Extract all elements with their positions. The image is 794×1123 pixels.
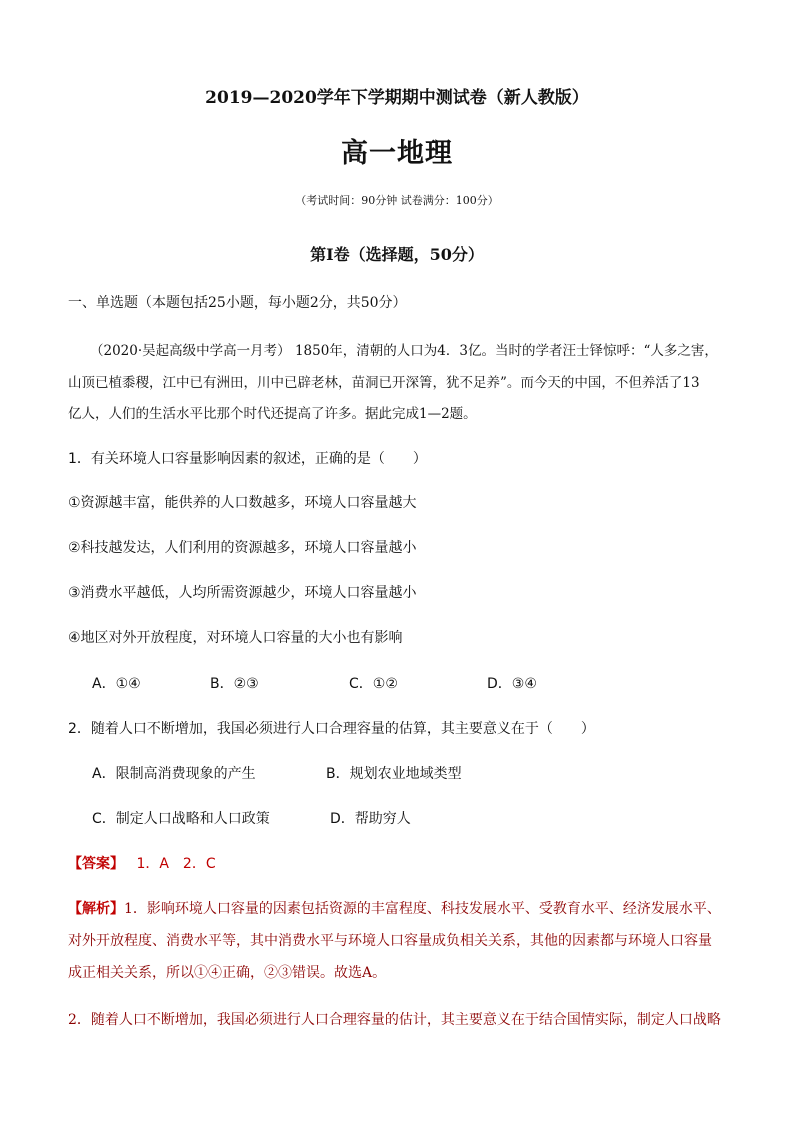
subject-title: 高一地理 (341, 138, 453, 169)
question-2-options-row-1 (0, 764, 794, 784)
exam-title: 2019—2020学年下学期期中测试卷（新人教版） (205, 88, 589, 108)
question-2-stem: 2．随着人口不断增加，我国必须进行人口合理容量的估算，其主要意义在于（ ） (68, 721, 595, 737)
question-1-stem: 1．有关环境人口容量影响因素的叙述，正确的是（ ） (68, 451, 427, 467)
answer-line (68, 854, 216, 874)
question-1-statement: ③消费水平越低，人均所需资源越少，环境人口容量越小 (68, 585, 417, 601)
analysis-text: 1．影响环境人口容量的因素包括资源的丰富程度、科技发展水平、受教育水平、经济发展水平、 (124, 901, 721, 917)
question-2-option-a: A．限制高消费现象的产生 (92, 766, 256, 782)
analysis-line (68, 899, 721, 919)
question-1-option-c: C．①② (349, 676, 398, 692)
exam-info: （考试时间：90分钟 试卷满分：100分） (295, 194, 499, 207)
question-1-statement: ①资源越丰富，能供养的人口数越多，环境人口容量越大 (68, 495, 417, 511)
question-2-option-b: B．规划农业地域类型 (326, 766, 462, 782)
question-1-option-b: B．②③ (210, 676, 259, 692)
question-2-option-c: C．制定人口战略和人口政策 (92, 811, 270, 827)
question-1-statement: ②科技越发达，人们利用的资源越多，环境人口容量越小 (68, 540, 417, 556)
question-2-option-d: D．帮助穷人 (330, 811, 411, 827)
question-1-option-a: A．①④ (92, 676, 141, 692)
analysis-line: 对外开放程度、消费水平等，其中消费水平与环境人口容量成负相关关系，其他的因素都与环境人口容量 (68, 933, 712, 949)
analysis-line: 成正相关关系，所以①④正确，②③错误。故选A。 (68, 965, 387, 981)
passage-line: 亿人，人们的生活水平比那个时代还提高了许多。据此完成1—2题。 (68, 406, 477, 422)
passage-line: 山顶已植黍稷，江中已有洲田，川中已辟老林，苗洞已开深箐，犹不足养”。而今天的中国，不但养活了13 (68, 375, 700, 391)
section-heading: 一、单选题（本题包括25小题，每小题2分，共50分） (68, 295, 407, 311)
part-title: 第Ⅰ卷（选择题，50分） (310, 245, 484, 264)
analysis-label: 【解析】 (68, 901, 124, 917)
passage-line: （2020·吴起高级中学高一月考） 1850年，清朝的人口为4．3亿。当时的学者汪士铎惊呼：“人多之害， (90, 343, 718, 359)
question-2-options-row-2 (0, 809, 794, 829)
answer-label: 【答案】 (68, 856, 124, 872)
analysis-line: 2．随着人口不断增加，我国必须进行人口合理容量的估计，其主要意义在于结合国情实际，制定人口战略 (68, 1012, 721, 1028)
question-1-options (0, 674, 794, 694)
answer-text: 1．A 2．C (136, 856, 216, 872)
question-1-statement: ④地区对外开放程度，对环境人口容量的大小也有影响 (68, 630, 403, 646)
question-1-option-d: D．③④ (487, 676, 537, 692)
